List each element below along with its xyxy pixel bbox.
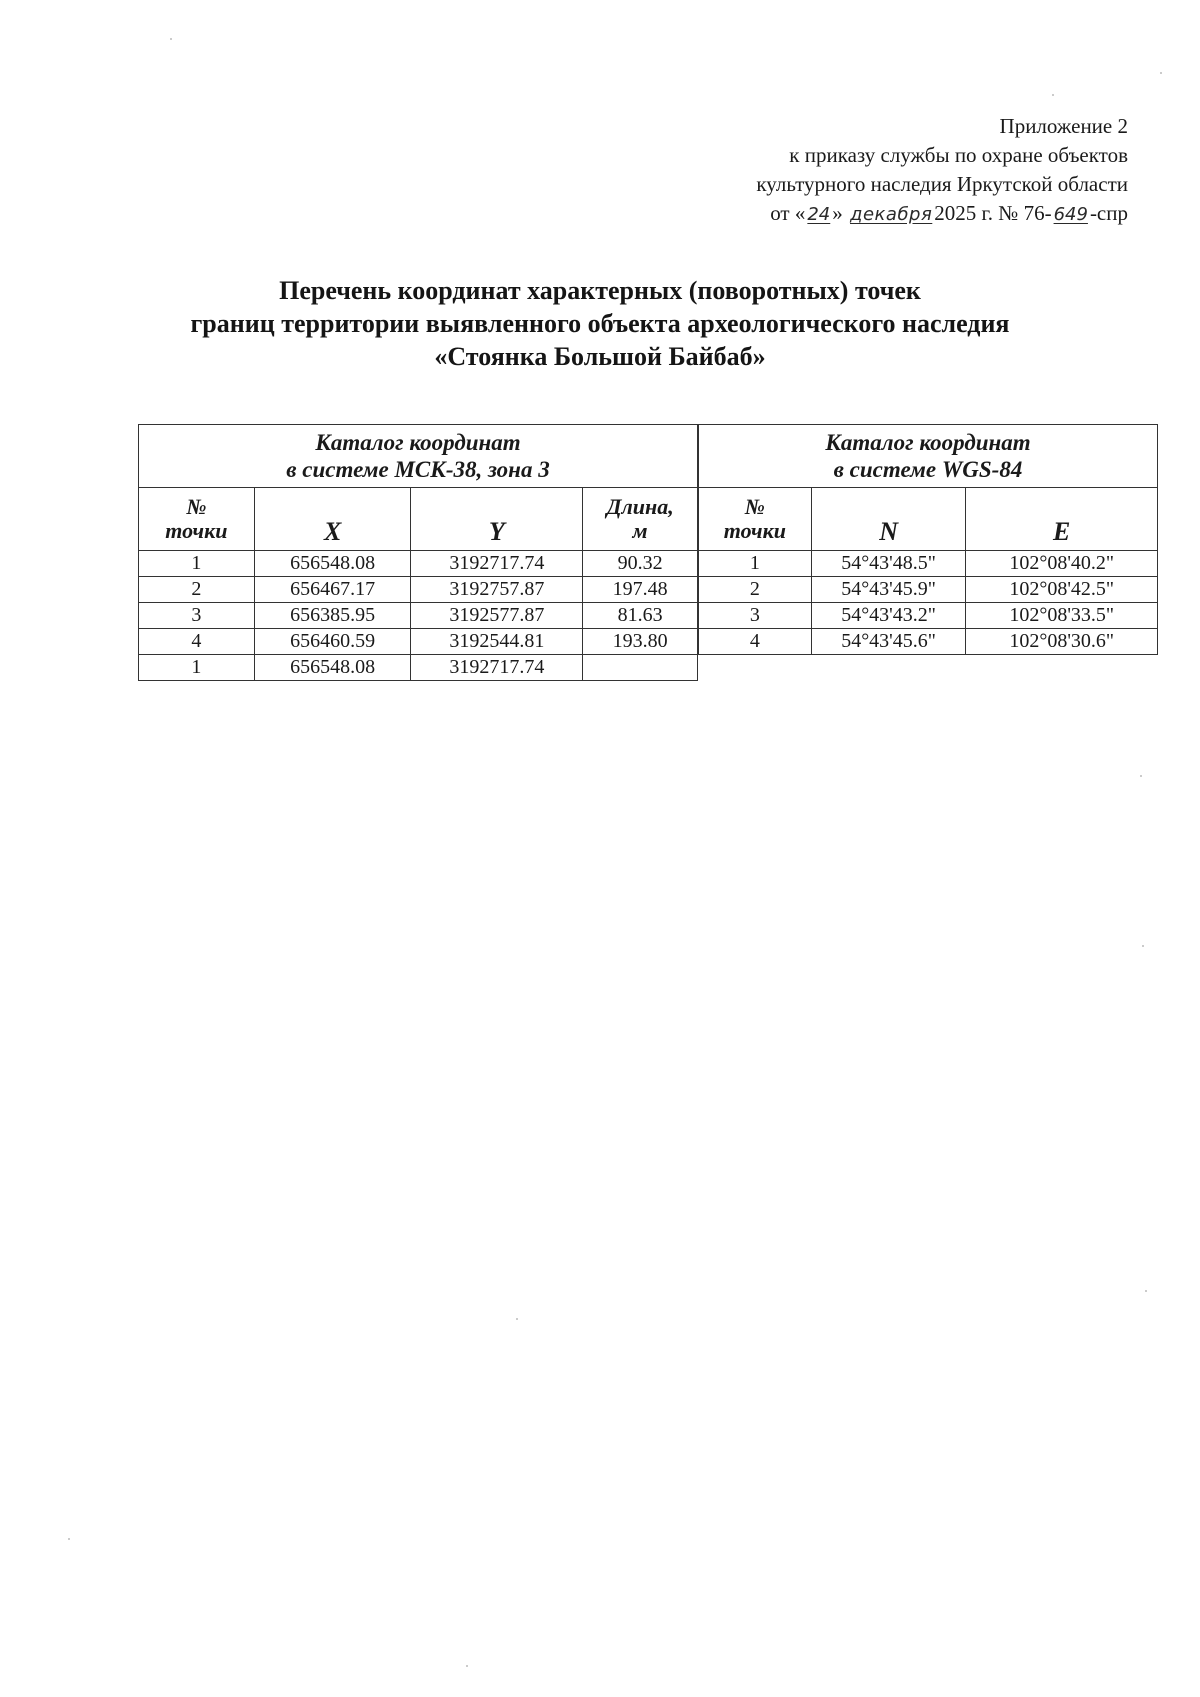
table-row xyxy=(139,655,698,681)
date-year: 2025 г. № 76- xyxy=(934,201,1052,225)
msk-length-cell: 81.63 xyxy=(583,603,698,629)
scan-speck xyxy=(1140,775,1142,777)
msk-point-cell: 1 xyxy=(139,551,255,577)
msk-y-cell: 3192757.87 xyxy=(411,577,583,603)
table-row xyxy=(699,577,1158,603)
msk-col-y: Y xyxy=(411,488,583,551)
wgs-col-point xyxy=(699,488,812,551)
wgs-point-cell: 2 xyxy=(699,577,812,603)
table-row xyxy=(699,629,1158,655)
appendix-label: Приложение 2 xyxy=(999,114,1128,138)
table-row xyxy=(139,577,698,603)
handwritten-order-number: 649 xyxy=(1053,204,1088,225)
msk-point-cell: 1 xyxy=(139,655,255,681)
msk-heading-line-1: Каталог координат xyxy=(315,430,521,455)
msk-length-cell: 90.32 xyxy=(583,551,698,577)
msk-length-cell xyxy=(583,655,698,681)
appendix-date-line xyxy=(568,199,1128,229)
wgs-heading-line-1: Каталог координат xyxy=(825,430,1031,455)
scan-speck xyxy=(68,1538,70,1540)
wgs-n-cell: 54°43'45.9" xyxy=(811,577,966,603)
msk-y-cell: 3192577.87 xyxy=(411,603,583,629)
title-line-2: границ территории выявленного объекта археологического наследия xyxy=(190,309,1010,338)
handwritten-month: декабря xyxy=(850,204,933,225)
wgs-point-cell: 4 xyxy=(699,629,812,655)
scan-speck xyxy=(1145,1290,1147,1292)
wgs-point-cell: 3 xyxy=(699,603,812,629)
wgs-n-cell: 54°43'43.2" xyxy=(811,603,966,629)
scan-speck xyxy=(1142,945,1144,947)
msk-col-point xyxy=(139,488,255,551)
wgs-table-heading xyxy=(699,425,1158,488)
msk-y-cell: 3192544.81 xyxy=(411,629,583,655)
msk-y-cell: 3192717.74 xyxy=(411,655,583,681)
msk-point-cell: 4 xyxy=(139,629,255,655)
wgs-col-point-label: точки xyxy=(723,518,786,543)
msk-length-cell: 197.48 xyxy=(583,577,698,603)
wgs-col-point-symbol: № xyxy=(744,494,765,519)
document-title xyxy=(0,274,1200,373)
msk-x-cell: 656460.59 xyxy=(254,629,411,655)
wgs-point-cell: 1 xyxy=(699,551,812,577)
scan-speck xyxy=(516,1318,518,1320)
msk-col-x: X xyxy=(254,488,411,551)
table-row xyxy=(139,551,698,577)
msk-col-length-label: Длина, xyxy=(606,494,674,519)
appendix-header xyxy=(568,112,1128,229)
msk-col-point-symbol: № xyxy=(186,494,207,519)
msk-y-cell: 3192717.74 xyxy=(411,551,583,577)
title-line-3: «Стоянка Большой Байбаб» xyxy=(434,342,766,371)
msk-x-cell: 656385.95 xyxy=(254,603,411,629)
scan-speck xyxy=(466,1665,468,1667)
scan-speck xyxy=(1160,72,1162,74)
wgs-n-cell: 54°43'48.5" xyxy=(811,551,966,577)
table-row xyxy=(139,603,698,629)
date-prefix: от « xyxy=(770,201,806,225)
appendix-authority: культурного наследия Иркутской области xyxy=(756,172,1128,196)
title-line-1: Перечень координат характерных (поворотных) точек xyxy=(279,276,921,305)
wgs-n-cell: 54°43'45.6" xyxy=(811,629,966,655)
wgs-heading-line-2: в системе WGS-84 xyxy=(833,457,1023,482)
msk-table-heading xyxy=(139,425,698,488)
wgs-coordinates-table xyxy=(698,424,1158,655)
handwritten-day: 24 xyxy=(807,204,831,225)
table-row xyxy=(139,629,698,655)
msk-point-cell: 2 xyxy=(139,577,255,603)
msk-col-length-unit: м xyxy=(632,518,648,543)
wgs-e-cell: 102°08'40.2" xyxy=(966,551,1158,577)
wgs-e-cell: 102°08'33.5" xyxy=(966,603,1158,629)
msk-col-point-label: точки xyxy=(165,518,228,543)
wgs-col-n: N xyxy=(811,488,966,551)
msk-length-cell: 193.80 xyxy=(583,629,698,655)
scan-speck xyxy=(1052,94,1054,96)
table-row xyxy=(699,551,1158,577)
wgs-e-cell: 102°08'30.6" xyxy=(966,629,1158,655)
msk-x-cell: 656467.17 xyxy=(254,577,411,603)
msk-x-cell: 656548.08 xyxy=(254,655,411,681)
msk-x-cell: 656548.08 xyxy=(254,551,411,577)
msk-point-cell: 3 xyxy=(139,603,255,629)
table-row xyxy=(699,603,1158,629)
wgs-e-cell: 102°08'42.5" xyxy=(966,577,1158,603)
date-mid: » xyxy=(832,201,843,225)
appendix-order-ref: к приказу службы по охране объектов xyxy=(789,143,1128,167)
order-suffix: -спр xyxy=(1089,201,1128,225)
scan-speck xyxy=(170,38,172,40)
wgs-col-e: E xyxy=(966,488,1158,551)
msk-coordinates-table xyxy=(138,424,698,681)
msk-col-length xyxy=(583,488,698,551)
msk-heading-line-2: в системе МСК-38, зона 3 xyxy=(286,457,550,482)
